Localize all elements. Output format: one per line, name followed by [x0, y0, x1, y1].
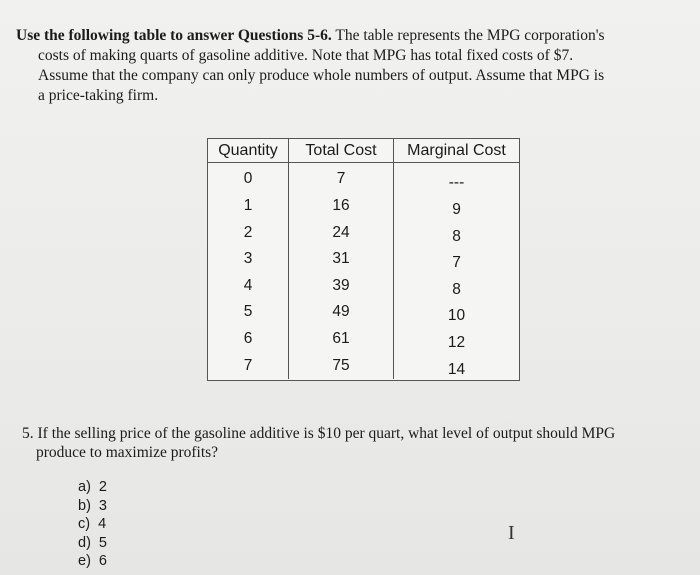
option-letter: d) — [78, 534, 91, 551]
answer-option[interactable] — [78, 534, 107, 553]
option-letter: e) — [78, 553, 91, 569]
option-letter: a) — [78, 479, 91, 495]
cost-table — [207, 138, 520, 381]
table-cell: 31 — [332, 250, 350, 268]
option-letter: b) — [78, 497, 91, 514]
table-cell: 14 — [447, 360, 466, 378]
table-cell: 7 — [452, 254, 461, 272]
header-quantity: Quantity — [218, 141, 278, 159]
table-cell: 9 — [452, 200, 461, 218]
table-cell: 1 — [243, 196, 253, 214]
text-cursor-icon: I — [508, 522, 515, 544]
table-cell: 49 — [332, 303, 350, 321]
answer-option[interactable] — [78, 552, 107, 571]
table-cell: 8 — [452, 227, 461, 245]
table-cell: 10 — [447, 307, 466, 325]
intro-paragraph — [16, 26, 692, 106]
header-total-cost: Total Cost — [288, 139, 393, 162]
intro-line-2: costs of making quarts of gasoline additive. Note that MPG has total fixed costs of $7. — [38, 47, 574, 64]
option-value: 4 — [98, 516, 107, 532]
question-line-1: 5. If the selling price of the gasoline additive is $10 per quart, what level of output should MPG — [22, 425, 616, 442]
option-value: 6 — [98, 553, 107, 569]
quantity-column — [208, 163, 288, 379]
answer-option[interactable] — [78, 478, 107, 497]
intro-line-1-rest: The table represents the MPG corporation's — [331, 27, 605, 44]
table-cell: 75 — [332, 356, 350, 374]
answer-option[interactable] — [78, 515, 107, 534]
table-cell: 0 — [243, 170, 253, 188]
option-value: 3 — [98, 497, 107, 514]
table-cell: 16 — [332, 196, 350, 214]
header-marginal-cost: Marginal Cost — [393, 139, 519, 162]
table-cell: 4 — [243, 276, 253, 294]
intro-line-4: a price-taking firm. — [38, 87, 159, 104]
table-cell: 12 — [447, 334, 466, 352]
table-cell: 24 — [332, 223, 350, 241]
option-value: 5 — [98, 534, 107, 551]
table-cell: 39 — [332, 276, 350, 294]
marginal-cost-column — [393, 163, 519, 379]
question-line-2: produce to maximize profits? — [36, 444, 219, 461]
answer-options — [78, 478, 107, 571]
table-cell: 7 — [336, 170, 346, 188]
table-cell: 7 — [243, 356, 253, 374]
option-letter: c) — [78, 516, 91, 532]
table-cell: 6 — [243, 330, 253, 348]
table-cell: 8 — [452, 280, 461, 298]
question-5 — [22, 424, 692, 462]
table-body — [208, 163, 519, 379]
table-cell: 3 — [243, 250, 253, 268]
table-cell: --- — [448, 174, 465, 192]
table-header-row — [208, 139, 519, 163]
table-cell: 5 — [243, 303, 253, 321]
option-value: 2 — [98, 479, 107, 495]
table-cell: 61 — [332, 330, 350, 348]
intro-line-3: Assume that the company can only produce whole numbers of output. Assume that MPG is — [38, 67, 605, 84]
intro-heading: Use the following table to answer Questions 5-6. — [16, 27, 332, 44]
table-cell: 2 — [243, 223, 253, 241]
intro-line-1 — [16, 26, 692, 46]
answer-option[interactable] — [78, 497, 107, 516]
total-cost-column — [288, 163, 393, 379]
